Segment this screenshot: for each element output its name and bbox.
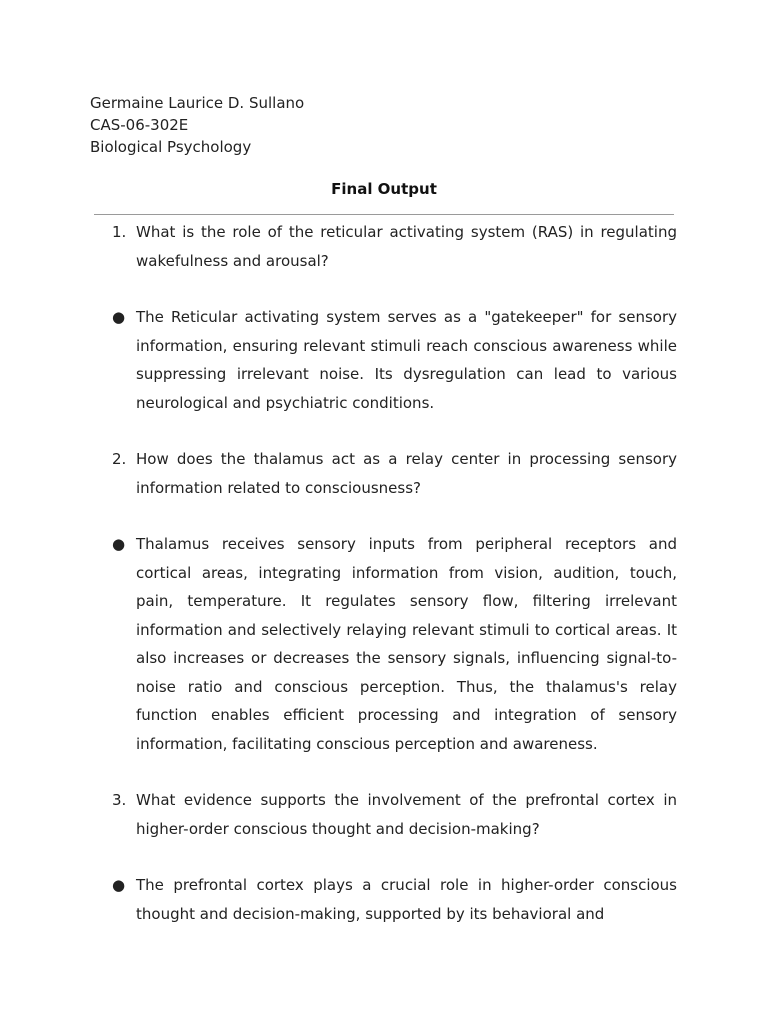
question-3 (94, 786, 677, 843)
author-header (90, 92, 650, 158)
spacer (94, 417, 677, 445)
answer-1 (94, 303, 677, 417)
answer-3 (94, 871, 677, 928)
bullet-icon: ● (112, 876, 126, 894)
list-number: 1. (112, 223, 127, 241)
question-text: What is the role of the reticular activating system (RAS) in regulating wakefulness and arousal? (136, 223, 677, 270)
answer-2 (94, 530, 677, 758)
answer-text: Thalamus receives sensory inputs from peripheral receptors and cortical areas, integrating information from vision, audition, touch, pain, temperature. It regulates sensory flow, filtering irrelevant information and selectively relaying relevant stimuli to cortical areas. It also increases or decreases the sensory signals, influencing signal-to-noise ratio and conscious perception. Thus, the thalamus's relay function enables efficient processing and integration of sensory information, facilitating conscious perception and awareness. (136, 535, 677, 753)
class-section: CAS-06-302E (90, 116, 189, 134)
author-name: Germaine Laurice D. Sullano (90, 94, 305, 112)
bullet-icon: ● (112, 308, 126, 326)
document-title: Final Output (331, 180, 437, 198)
answer-text: The Reticular activating system serves as a "gatekeeper" for sensory information, ensuring relevant stimuli reach conscious awareness while suppressing irrelevant noise. Its dysregulation can lead to various neurological and psychiatric conditions. (136, 308, 677, 412)
spacer (94, 502, 677, 530)
bullet-icon: ● (112, 535, 126, 553)
answer-text: The prefrontal cortex plays a crucial role in higher-order conscious thought and decision-making, supported by its behavioral and (136, 876, 677, 923)
spacer (94, 275, 677, 303)
list-number: 2. (112, 450, 127, 468)
spacer (94, 758, 677, 786)
question-text: What evidence supports the involvement of the prefrontal cortex in higher-order conscious thought and decision-making? (136, 791, 677, 838)
question-text: How does the thalamus act as a relay center in processing sensory information related to consciousness? (136, 450, 677, 497)
document-body (94, 218, 677, 928)
title-divider (94, 214, 674, 215)
question-2 (94, 445, 677, 502)
question-1 (94, 218, 677, 275)
list-number: 3. (112, 791, 127, 809)
spacer (94, 843, 677, 871)
course-name: Biological Psychology (90, 138, 252, 156)
